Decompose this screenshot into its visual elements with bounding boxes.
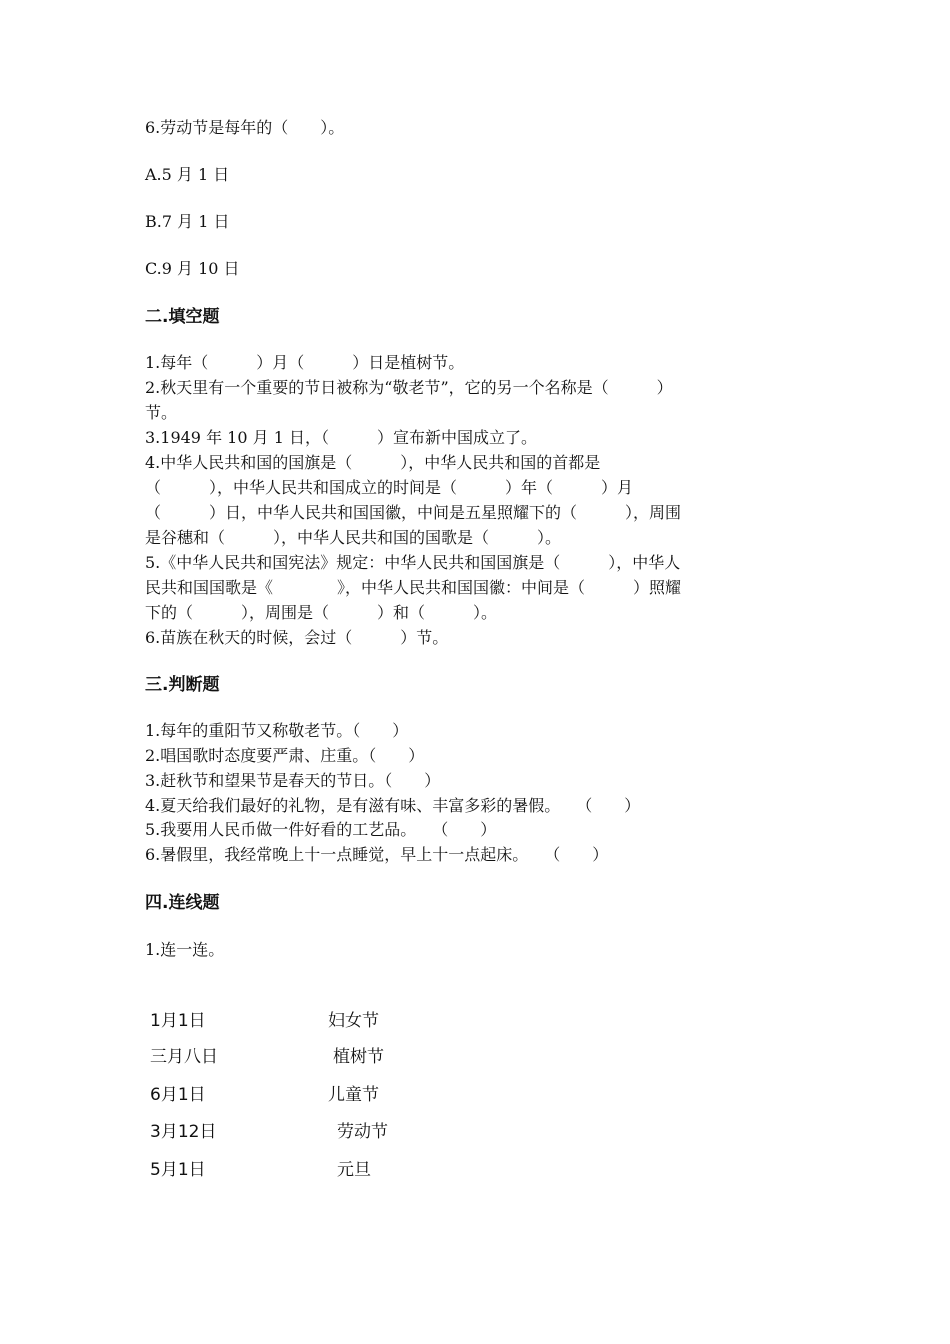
match-instruction: 1.连一连。	[145, 940, 225, 959]
section-title-match: 四.连线题	[145, 893, 220, 913]
fill-line: 是谷穗和（ ），中华人民共和国的国歌是（ ）。	[145, 528, 562, 547]
match-right-item: 植树节	[333, 1047, 384, 1067]
match-left-item: 三月八日	[150, 1047, 218, 1067]
fill-line: 3.1949 年 10 月 1 日，（ ）宣布新中国成立了。	[145, 428, 537, 447]
fill-line: （ ），中华人民共和国成立的时间是（ ）年（ ）月	[145, 478, 634, 497]
fill-line: 1.每年（ ）月（ ）日是植树节。	[145, 353, 465, 372]
judge-line: 5.我要用人民币做一件好看的工艺品。 （ ）	[145, 820, 497, 839]
judge-line: 6.暑假里，我经常晚上十一点睡觉，早上十一点起床。 （ ）	[145, 845, 609, 864]
option-c: C.9 月 10 日	[145, 259, 240, 278]
fill-line: 节。	[145, 403, 178, 422]
fill-line: 6.苗族在秋天的时候，会过（ ）节。	[145, 628, 449, 647]
match-left-item: 3月12日	[150, 1122, 217, 1142]
match-right-item: 元旦	[337, 1160, 371, 1180]
section-title-fill: 二.填空题	[145, 307, 220, 327]
fill-line: 5.《中华人民共和国宪法》规定：中华人民共和国国旗是（ ），中华人	[145, 553, 681, 572]
option-b: B.7 月 1 日	[145, 212, 230, 231]
match-left-item: 5月1日	[150, 1160, 206, 1180]
judge-line: 3.赶秋节和望果节是春天的节日。（ ）	[145, 771, 441, 790]
judge-line: 1.每年的重阳节又称敬老节。（ ）	[145, 721, 409, 740]
fill-line: 2.秋天里有一个重要的节日被称为“敬老节”，它的另一个名称是（ ）	[145, 378, 673, 397]
match-right-item: 妇女节	[328, 1011, 379, 1031]
fill-line: 民共和国国歌是《 》，中华人民共和国国徽：中间是（ ）照耀	[145, 578, 682, 597]
fill-line: （ ）日，中华人民共和国国徽，中间是五星照耀下的（ ），周围	[145, 503, 682, 522]
fill-line: 4.中华人民共和国的国旗是（ ），中华人民共和国的首都是	[145, 453, 601, 472]
judge-line: 4.夏天给我们最好的礼物，是有滋有味、丰富多彩的暑假。 （ ）	[145, 796, 641, 815]
question-6: 6.劳动节是每年的（ ）。	[145, 118, 345, 137]
option-a: A.5 月 1 日	[145, 165, 230, 184]
section-title-judge: 三.判断题	[145, 675, 220, 695]
match-left-item: 1月1日	[150, 1011, 206, 1031]
match-right-item: 劳动节	[337, 1122, 388, 1142]
judge-line: 2.唱国歌时态度要严肃、庄重。（ ）	[145, 746, 425, 765]
fill-line: 下的（ ），周围是（ ）和（ ）。	[145, 603, 498, 622]
match-right-item: 儿童节	[328, 1085, 379, 1105]
match-left-item: 6月1日	[150, 1085, 206, 1105]
